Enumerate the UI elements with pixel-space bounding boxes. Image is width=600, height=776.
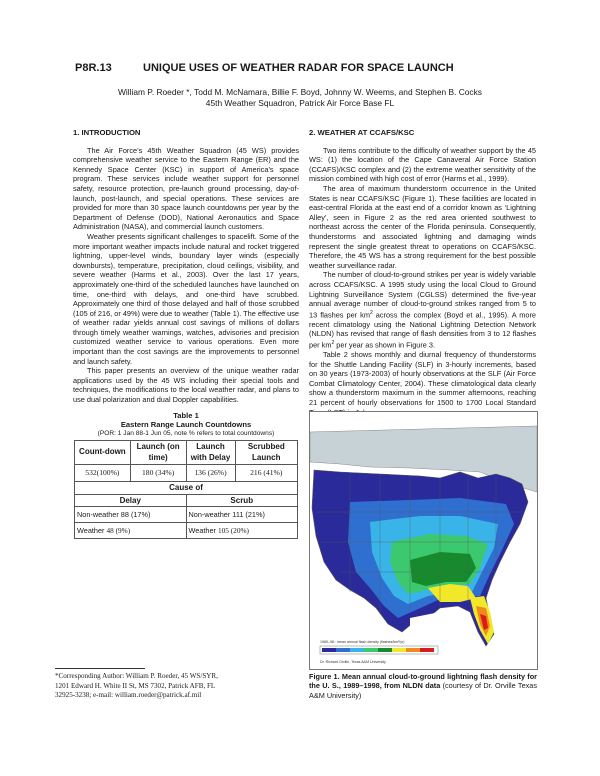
- corresponding-author-footnote: [55, 672, 300, 701]
- table-nonweather-delay: Non-weather 88 (17%): [75, 507, 187, 523]
- launch-countdown-table: [74, 440, 298, 539]
- intro-paragraph-3: This paper presents an overview of the unique weather radar applications used by the 45 WS including their special tools and techniques, the modifications to the local weather radar, and plans to use dual polarization and dual Doppler capabilities.: [73, 366, 299, 405]
- legend-swatch-5: [378, 648, 392, 652]
- left-column: [73, 124, 299, 539]
- affiliation: 45th Weather Squadron, Patrick Air Force Base FL: [205, 98, 395, 108]
- legend-swatch-7: [406, 648, 420, 652]
- footnote-divider: [55, 668, 145, 669]
- table-weather-scrub-value: 105 (20%): [217, 526, 249, 536]
- table-weather-delay-label: Weather: [77, 526, 105, 536]
- author-list: William P. Roeder *, Todd M. McNamara, Billie F. Boyd, Johnny W. Weems, and Stephen B. Cocks: [118, 87, 482, 97]
- intro-paragraph-1: The Air Force’s 45th Weather Squadron (45 WS) provides comprehensive weather service to the Eastern Range (ER) and the Kennedy Space Center (KSC) in support of America’s space program. These services include weather support for personnel safety, resource protection, pre-launch ground processing, day-of-launch, post-launch, and special operations. These services are provided for more than 30 space launch countdowns per year by the Department of Defense (DOD), National Aeronautics and Space Administration (NASA), and commercial launch customers.: [73, 145, 299, 232]
- legend-swatch-1: [322, 648, 336, 652]
- weather-paragraph-3-part-c: per year as shown in Figure 3.: [334, 340, 436, 350]
- author-block: [0, 87, 600, 109]
- us-flash-density-map: [310, 412, 537, 669]
- table-cell-total: 532(100%): [75, 465, 131, 482]
- footnote-line-1: *Corresponding Author: William P. Roeder, 45 WS/SYR,: [55, 672, 218, 680]
- weather-paragraph-1: Two items contribute to the difficulty of weather support by the 45 WS: (1) the location of the Cape Canaveral Air Force Station (CCAFS)/KSC complex and (2) the extreme weather sensitivity of the mission combined with high cost of error (Harms et al., 1999).: [309, 145, 536, 184]
- table-cell-on-time: 180 (34%): [130, 465, 186, 482]
- table-note: (POR: 1 Jan 88-1 Jun 05, note % refers to total countdowns): [97, 429, 275, 437]
- table-cell-scrubbed: 216 (41%): [235, 465, 297, 482]
- legend-swatch-4: [364, 648, 378, 652]
- weather-paragraph-3-part-b: across the complex (Boyd et al., 1995). A more recent climatology using the National Lightning Detection Network (NLDN) has revised that range of flash densities from 3 to 12 flashes per km: [309, 310, 536, 350]
- section-heading-introduction: 1. INTRODUCTION: [73, 128, 141, 137]
- table-weather-scrub: [186, 523, 298, 539]
- table-weather-delay: [75, 523, 187, 539]
- legend-swatch-3: [350, 648, 364, 652]
- table-delay-label: Delay: [75, 494, 187, 507]
- weather-paragraph-3: [309, 270, 536, 350]
- figure-1-caption-credit: (courtesy of Dr. Orville Texas A&M University): [309, 681, 537, 700]
- table-header-countdown: Count-down: [75, 441, 131, 465]
- table-title: [73, 411, 299, 430]
- figure-1-caption: [309, 672, 537, 700]
- table-cause-of-label: Cause of: [75, 482, 298, 495]
- map-credit: Dr. Richard Orville, Texas A&M University: [320, 660, 386, 664]
- table-header-scrubbed: Scrubbed Launch: [235, 441, 297, 465]
- figure-1-caption-bold: Figure 1. Mean annual cloud-to-ground lightning flash density for the U. S., 1989–1998, from NLDN data: [309, 672, 537, 691]
- table-header-on-time: Launch (on time): [130, 441, 186, 465]
- legend-swatch-6: [392, 648, 406, 652]
- paper-id: P8R.13: [75, 62, 112, 74]
- footnote-line-3: 32925-3238; e-mail: william.roeder@patrick.af.mil: [55, 691, 202, 699]
- footnote-line-2: 1201 Edward H. White II St, MS 7302, Patrick AFB, FL: [55, 681, 216, 690]
- weather-paragraph-2: The area of maximum thunderstorm occurrence in the United States is near CCAFS/KSC (Figure 1). These facilities are located in east-central Florida at the east end of a corridor known as ‘Lightning Alley’, seen in Figure 2 as the red area oriented southwest to northeast across the center of the Florida peninsula. Consequently, thunderstorms and associated lightning and damaging winds represent the single greatest threat to operations on CCAFS/KSC. Therefore, the 45 WS has a strong requirement for the best possible weather surveillance radar.: [309, 183, 536, 270]
- table-weather-scrub-label: Weather: [188, 526, 216, 536]
- table-nonweather-scrub: Non-weather 111 (21%): [186, 507, 298, 523]
- weather-paragraph-3-part-a: The number of cloud-to-ground strikes per year is widely variable across CCAFS/KSC. A 1995 study using the local Cloud to Ground Lightning Surveillance System (CGLSS) determined the five-year annual average number of cloud-to-ground strikes ranged from 5 to 13 flashes per km: [309, 270, 536, 320]
- table-caption: Eastern Range Launch Countdowns: [120, 420, 252, 430]
- weather-paragraph-4: Table 2 shows monthly and diurnal frequency of thunderstorms for the Shuttle Landing Facility (SLF) in 3-hourly increments, based on 30 years (1973-2003) of hourly observations at the SLF (Air Force Combat Climatology Center, 2004). These climatological data clearly show a thunderstorm maximum in the summer afternoons, reaching 21 percent of hourly observations for 1500 to 1700 Local Standard: [309, 349, 536, 407]
- table-weather-delay-value: 48 (9%): [106, 526, 131, 536]
- table-header-delay: Launch with Delay: [186, 441, 235, 465]
- legend-text: 1989–98 : mean annual flash density (flashes/km²/yr): [320, 640, 405, 644]
- table-number: Table 1: [173, 410, 199, 420]
- legend-swatch-2: [336, 648, 350, 652]
- superscript-2: 2: [369, 309, 373, 316]
- table-scrub-label: Scrub: [186, 494, 298, 507]
- figure-1-map: [309, 411, 538, 670]
- superscript-2: 2: [331, 339, 335, 346]
- section-heading-weather: 2. WEATHER AT CCAFS/KSC: [309, 128, 415, 137]
- right-column: [309, 124, 536, 417]
- paper-title: UNIQUE USES OF WEATHER RADAR FOR SPACE LAUNCH: [143, 62, 454, 74]
- legend-swatch-8: [420, 648, 434, 652]
- table-cell-delay: 136 (26%): [186, 465, 235, 482]
- intro-paragraph-2: Weather presents significant challenges to spacelift. Some of the more important weather impacts include natural and rocket triggered lightning, upper-level winds, boundary layer winds (especially downbursts), temperature, precipitation, cloud ceilings, visibility, and severe weather (Harms et al., 2003). Over the last 17 years, approximately one-third of the scheduled launches have launched on time, one-third with delays, and one-third have scrubbed. Approximately one third of those delayed and half of those scrubbed (105 of 216, or 49%) were due to weather (Table 1). The effective use of weather radar yields annual cost savings of millions of dollars through timely weather warnings, watches, advisories and precision customized weather service to various operations. Even more important than the cost savings are the improvements to personnel and launch safety.: [73, 231, 299, 366]
